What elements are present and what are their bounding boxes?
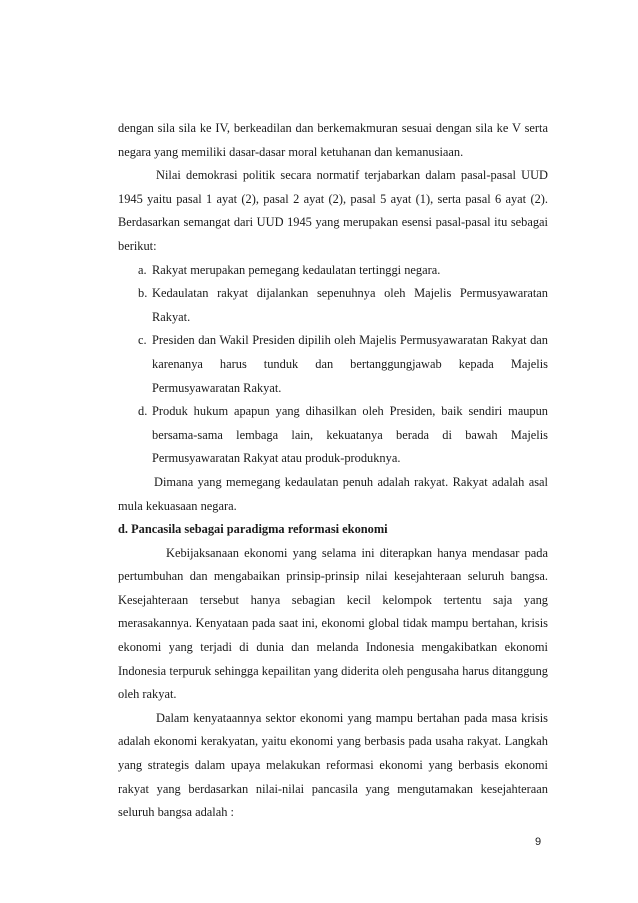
list-item-text: Rakyat merupakan pemegang kedaulatan tertinggi negara.: [152, 262, 441, 277]
list-marker: b.: [138, 286, 148, 301]
list-item: [118, 329, 548, 400]
principles-list: [118, 259, 548, 471]
list-item: [118, 259, 548, 283]
paragraph-sovereignty: Dimana yang memegang kedaulatan penuh adalah rakyat. Rakyat adalah asal mula kekuasaan negara.: [118, 474, 548, 513]
list-item: [118, 282, 548, 329]
paragraph-democracy: Nilai demokrasi politik secara normatif terjabarkan dalam pasal-pasal UUD 1945 yaitu pasal 1 ayat (2), pasal 2 ayat (2), pasal 5 ayat (1), serta pasal 6 ayat (2). Berdasarkan semangat dari UUD 1945 yang merupakan esensi pasal-pasal itu sebagai berikut:: [118, 168, 548, 253]
section-heading: d. Pancasila sebagai paradigma reformasi ekonomi: [118, 522, 388, 537]
paragraph-economic-reform: Dalam kenyataannya sektor ekonomi yang mampu bertahan pada masa krisis adalah ekonomi kerakyatan, yaitu ekonomi yang berbasis pada usaha rakyat. Langkah yang strategis dalam upaya melakukan reformasi ekonomi yang berbasis ekonomi rakyat yang berdasarkan nilai-nilai pancasila yang mengutamakan kesejahteraan seluruh bangsa adalah :: [118, 710, 548, 820]
page-content: [118, 117, 548, 825]
list-item-text: Presiden dan Wakil Presiden dipilih oleh Majelis Permusyawaratan Rakyat dan karenanya harus tunduk dan bertanggungjawab kepada Majelis Permusyawaratan Rakyat.: [152, 333, 548, 395]
page-number: 9: [535, 836, 542, 848]
list-marker: d.: [138, 404, 148, 419]
list-item: [118, 400, 548, 471]
list-item-text: Kedaulatan rakyat dijalankan sepenuhnya oleh Majelis Permusyawaratan Rakyat.: [152, 286, 548, 324]
list-marker: a.: [138, 262, 147, 277]
paragraph-economic-policy: Kebijaksanaan ekonomi yang selama ini diterapkan hanya mendasar pada pertumbuhan dan mengabaikan prinsip-prinsip nilai kesejahteraan seluruh bangsa. Kesejahteraan tersebut hanya sebagian kecil kelompok tertentu saja yang merasakannya. Kenyataan pada saat ini, ekonomi global tidak mampu bertahan, krisis ekonomi yang terjadi di dunia dan melanda Indonesia mengakibatkan ekonomi Indonesia terpuruk sehingga kepailitan yang diderita oleh pengusaha harus ditanggung oleh rakyat.: [118, 545, 548, 702]
list-marker: c.: [138, 333, 147, 348]
list-item-text: Produk hukum apapun yang dihasilkan oleh Presiden, baik sendiri maupun bersama-sama lembaga lain, kekuatanya berada di bawah Majelis Permusyawaratan Rakyat atau produk-produknya.: [152, 404, 548, 466]
paragraph-intro: dengan sila sila ke IV, berkeadilan dan berkemakmuran sesuai dengan sila ke V serta negara yang memiliki dasar-dasar moral ketuhanan dan kemanusiaan.: [118, 121, 548, 159]
